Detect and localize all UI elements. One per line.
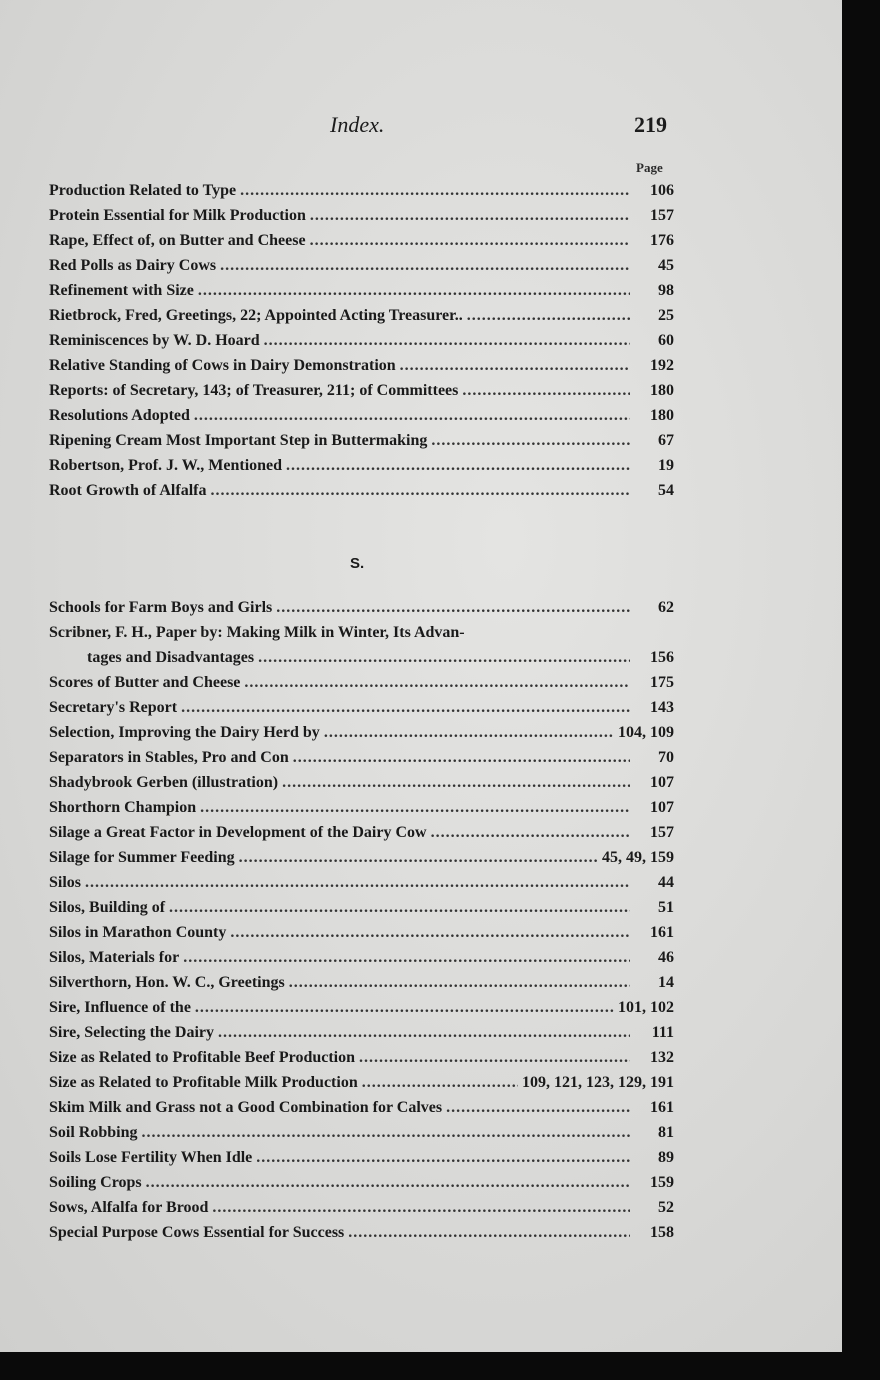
index-entry (49, 820, 674, 845)
dot-leader (289, 970, 630, 995)
index-entry (49, 428, 674, 453)
entry-page: 54 (658, 482, 674, 499)
index-entry (49, 670, 674, 695)
dot-leader (400, 353, 630, 378)
dot-leader (286, 453, 630, 478)
entry-page: 157 (650, 207, 674, 224)
entry-page: 176 (650, 232, 674, 249)
dot-leader (446, 1095, 630, 1120)
entry-text: Separators in Stables, Pro and Con (49, 749, 289, 766)
entry-text: Production Related to Type (49, 182, 237, 199)
entry-text: Size as Related to Profitable Beef Production (49, 1049, 356, 1066)
entry-page: 25 (658, 307, 674, 324)
index-entry (49, 920, 674, 945)
dot-leader (258, 645, 630, 670)
entry-text: Scribner, F. H., Paper by: Making Milk in Winter, Its Advan- (49, 624, 465, 641)
index-entry (49, 895, 674, 920)
dot-leader (324, 720, 614, 745)
dot-leader (146, 1170, 630, 1195)
entry-text: Silverthorn, Hon. W. C., Greetings (49, 974, 285, 991)
index-entry (49, 328, 674, 353)
dot-leader (169, 895, 630, 920)
entry-text: Silage a Great Factor in Development of the Dairy Cow (49, 824, 427, 841)
entry-text: Robertson, Prof. J. W., Mentioned (49, 457, 283, 474)
index-entry (49, 1220, 674, 1245)
index-entry (49, 253, 674, 278)
index-entry (49, 720, 674, 745)
entry-page: 161 (650, 1099, 674, 1116)
dot-leader (200, 795, 630, 820)
entry-text: Skim Milk and Grass not a Good Combination for Calves (49, 1099, 443, 1116)
entry-page: 51 (658, 899, 674, 916)
index-entry (49, 745, 674, 770)
entry-text: Special Purpose Cows Essential for Success (49, 1224, 345, 1241)
dot-leader (85, 870, 630, 895)
index-entry (49, 303, 674, 328)
index-entry (49, 278, 674, 303)
entry-text: Sire, Influence of the (49, 999, 191, 1016)
entry-page: 132 (650, 1049, 674, 1066)
dot-leader (256, 1145, 630, 1170)
entry-text: Protein Essential for Milk Production (49, 207, 306, 224)
dot-leader (282, 770, 630, 795)
index-entry (49, 1170, 674, 1195)
entry-page: 175 (650, 674, 674, 691)
index-entry (49, 353, 674, 378)
entry-text: Shadybrook Gerben (illustration) (49, 774, 279, 791)
index-entry (49, 1070, 674, 1095)
entry-page: 81 (658, 1124, 674, 1141)
entry-text: Sire, Selecting the Dairy (49, 1024, 215, 1041)
dot-leader (194, 403, 630, 428)
entry-page: 44 (658, 874, 674, 891)
entry-text: Relative Standing of Cows in Dairy Demonstration (49, 357, 396, 374)
entry-page: 180 (650, 382, 674, 399)
dot-leader (218, 1020, 630, 1045)
dot-leader (141, 1120, 630, 1145)
index-entry (49, 945, 674, 970)
index-entry (49, 770, 674, 795)
entry-page: 89 (658, 1149, 674, 1166)
entry-page: 180 (650, 407, 674, 424)
entry-text: Reminiscences by W. D. Hoard (49, 332, 260, 349)
entry-page: 52 (658, 1199, 674, 1216)
index-entry (49, 995, 674, 1020)
entry-page: 107 (650, 799, 674, 816)
index-entry (49, 595, 674, 620)
entry-text: Soiling Crops (49, 1174, 142, 1191)
entry-text: Secretary's Report (49, 699, 178, 716)
dot-leader (431, 820, 630, 845)
index-entry (49, 1095, 674, 1120)
dot-leader (310, 203, 630, 228)
dot-leader (183, 945, 630, 970)
scan-border-bottom (0, 1352, 880, 1380)
dot-leader (212, 1195, 630, 1220)
entry-page: 158 (650, 1224, 674, 1241)
dot-leader (462, 378, 630, 403)
entry-page: 46 (658, 949, 674, 966)
entry-text: tages and Disadvantages (87, 649, 255, 666)
entry-text: Selection, Improving the Dairy Herd by (49, 724, 320, 741)
index-entry (49, 403, 674, 428)
entry-page: 159 (650, 1174, 674, 1191)
entry-text: Silos in Marathon County (49, 924, 227, 941)
index-entry (49, 870, 674, 895)
dot-leader (362, 1070, 518, 1095)
entry-page: 19 (658, 457, 674, 474)
entry-text: Silos, Materials for (49, 949, 180, 966)
dot-leader (276, 595, 630, 620)
entry-text: Schools for Farm Boys and Girls (49, 599, 273, 616)
entry-page: 143 (650, 699, 674, 716)
dot-leader (310, 228, 630, 253)
entry-text: Reports: of Secretary, 143; of Treasurer, 211; of Committees (49, 382, 459, 399)
entry-page: 67 (658, 432, 674, 449)
entry-page: 104, 109 (618, 724, 674, 741)
entry-text: Silos, Building of (49, 899, 166, 916)
dot-leader (359, 1045, 630, 1070)
entry-text: Root Growth of Alfalfa (49, 482, 207, 499)
entry-page: 101, 102 (618, 999, 674, 1016)
index-entry (49, 228, 674, 253)
entry-text: Resolutions Adopted (49, 407, 190, 424)
dot-leader (230, 920, 630, 945)
index-entry (49, 1120, 674, 1145)
entry-text: Silos (49, 874, 82, 891)
index-entry (49, 1195, 674, 1220)
entry-page: 109, 121, 123, 129, 191 (522, 1074, 674, 1091)
index-entry (49, 845, 674, 870)
entry-page: 192 (650, 357, 674, 374)
entry-page: 70 (658, 749, 674, 766)
index-entry (49, 178, 674, 203)
index-entry (49, 795, 674, 820)
dot-leader (293, 745, 630, 770)
dot-leader (240, 178, 630, 203)
index-entry (49, 203, 674, 228)
index-entry (49, 453, 674, 478)
running-title: Index. (330, 112, 385, 137)
entry-text: Rietbrock, Fred, Greetings, 22; Appointed Acting Treasurer.. (49, 307, 463, 324)
entry-page: 161 (650, 924, 674, 941)
entry-text: Size as Related to Profitable Milk Production (49, 1074, 358, 1091)
entry-page: 157 (650, 824, 674, 841)
index-entry (49, 695, 674, 720)
entry-text: Refinement with Size (49, 282, 194, 299)
dot-leader (181, 695, 630, 720)
dot-leader (244, 670, 630, 695)
index-entry (49, 620, 674, 645)
page-column-header: Page (636, 160, 663, 175)
index-entry (49, 970, 674, 995)
dot-leader (467, 303, 630, 328)
entry-page: 62 (658, 599, 674, 616)
entry-page: 60 (658, 332, 674, 349)
dot-leader (264, 328, 630, 353)
entry-text: Rape, Effect of, on Butter and Cheese (49, 232, 306, 249)
entry-page: 45 (658, 257, 674, 274)
entry-text: Shorthorn Champion (49, 799, 197, 816)
entry-text: Red Polls as Dairy Cows (49, 257, 217, 274)
dot-leader (431, 428, 630, 453)
dot-leader (210, 478, 630, 503)
page-number: 219 (634, 112, 667, 137)
section-heading-s: S. (350, 555, 365, 572)
index-entry-continuation (87, 645, 674, 670)
entry-page: 111 (651, 1024, 674, 1041)
index-entry (49, 1145, 674, 1170)
entry-page: 156 (650, 649, 674, 666)
entry-text: Soil Robbing (49, 1124, 138, 1141)
dot-leader (198, 278, 630, 303)
entry-text: Sows, Alfalfa for Brood (49, 1199, 209, 1216)
index-entry (49, 378, 674, 403)
entry-text: Scores of Butter and Cheese (49, 674, 241, 691)
index-entry (49, 1020, 674, 1045)
dot-leader (239, 845, 598, 870)
entry-page: 106 (650, 182, 674, 199)
entry-page: 14 (658, 974, 674, 991)
entry-text: Ripening Cream Most Important Step in Buttermaking (49, 432, 428, 449)
index-entry (49, 478, 674, 503)
entry-page: 45, 49, 159 (602, 849, 674, 866)
dot-leader (220, 253, 630, 278)
dot-leader (195, 995, 614, 1020)
index-entry (49, 1045, 674, 1070)
scan-border-right (842, 0, 880, 1380)
entry-page: 107 (650, 774, 674, 791)
entry-text: Soils Lose Fertility When Idle (49, 1149, 253, 1166)
entry-page: 98 (658, 282, 674, 299)
entry-text: Silage for Summer Feeding (49, 849, 235, 866)
page-header (0, 112, 842, 142)
dot-leader (348, 1220, 630, 1245)
